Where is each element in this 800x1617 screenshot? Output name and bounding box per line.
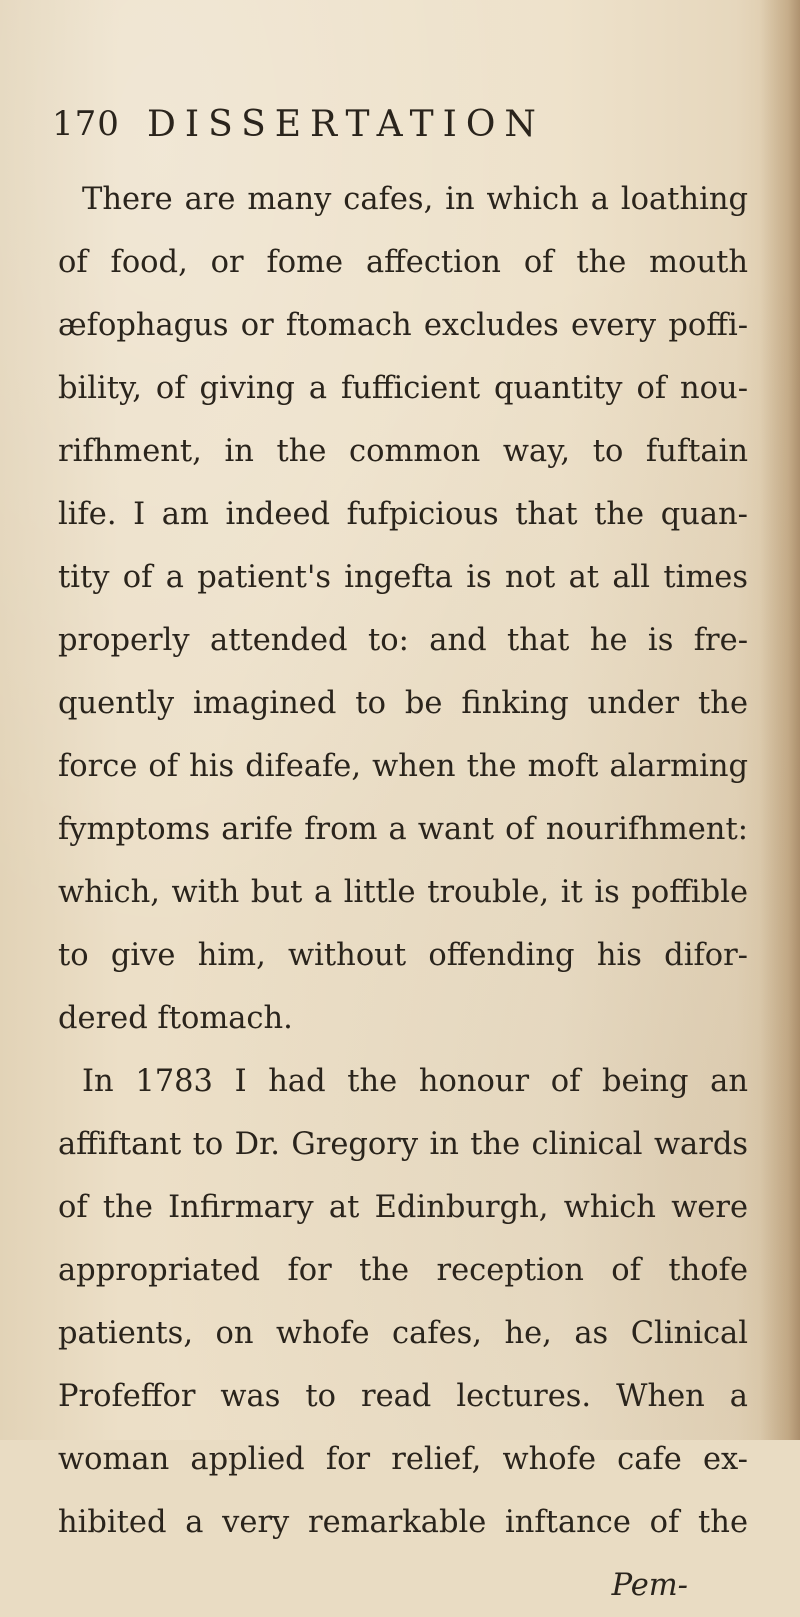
page-number: 170 (52, 104, 120, 144)
text-line: In 1783 I had the honour of being an (82, 1064, 748, 1099)
text-line: fymptoms arife from a want of nourifhment: (58, 812, 748, 847)
text-line: to give him, without offending his difor- (58, 938, 748, 973)
text-line: affiftant to Dr. Gregory in the clinical wards (58, 1127, 748, 1162)
text-line: æfophagus or ftomach excludes every poffi- (58, 308, 748, 343)
text-line: There are many cafes, in which a loathing (82, 182, 748, 217)
text-line: of the Infirmary at Edinburgh, which were (58, 1190, 748, 1225)
page-edge-shadow (760, 0, 800, 1440)
text-line: which, with but a little trouble, it is poffible (58, 875, 748, 910)
text-line: dered ftomach. (58, 1001, 293, 1036)
running-head: DISSERTATION (147, 104, 545, 145)
text-line: tity of a patient's ingefta is not at all times (58, 560, 748, 595)
text-line: quently imagined to be finking under the (58, 686, 748, 721)
text-line: rifhment, in the common way, to fuftain (58, 434, 748, 469)
text-line: force of his difeafe, when the moft alarming (58, 749, 748, 784)
text-line: woman applied for relief, whofe cafe ex- (58, 1442, 748, 1477)
text-line: life. I am indeed fufpicious that the quan- (58, 497, 748, 532)
text-line: bility, of giving a fufficient quantity of nou- (58, 371, 748, 406)
text-line: Profeffor was to read lectures. When a (58, 1379, 748, 1414)
text-line: hibited a very remarkable inftance of the (58, 1505, 748, 1540)
body-text (58, 168, 748, 1617)
text-line: properly attended to: and that he is fre- (58, 623, 748, 658)
text-line: of food, or fome affection of the mouth (58, 245, 748, 280)
text-line: appropriated for the reception of thofe (58, 1253, 748, 1288)
catchword: Pem- (611, 1568, 688, 1603)
page-header (52, 92, 752, 152)
text-line: patients, on whofe cafes, he, as Clinical (58, 1316, 748, 1351)
